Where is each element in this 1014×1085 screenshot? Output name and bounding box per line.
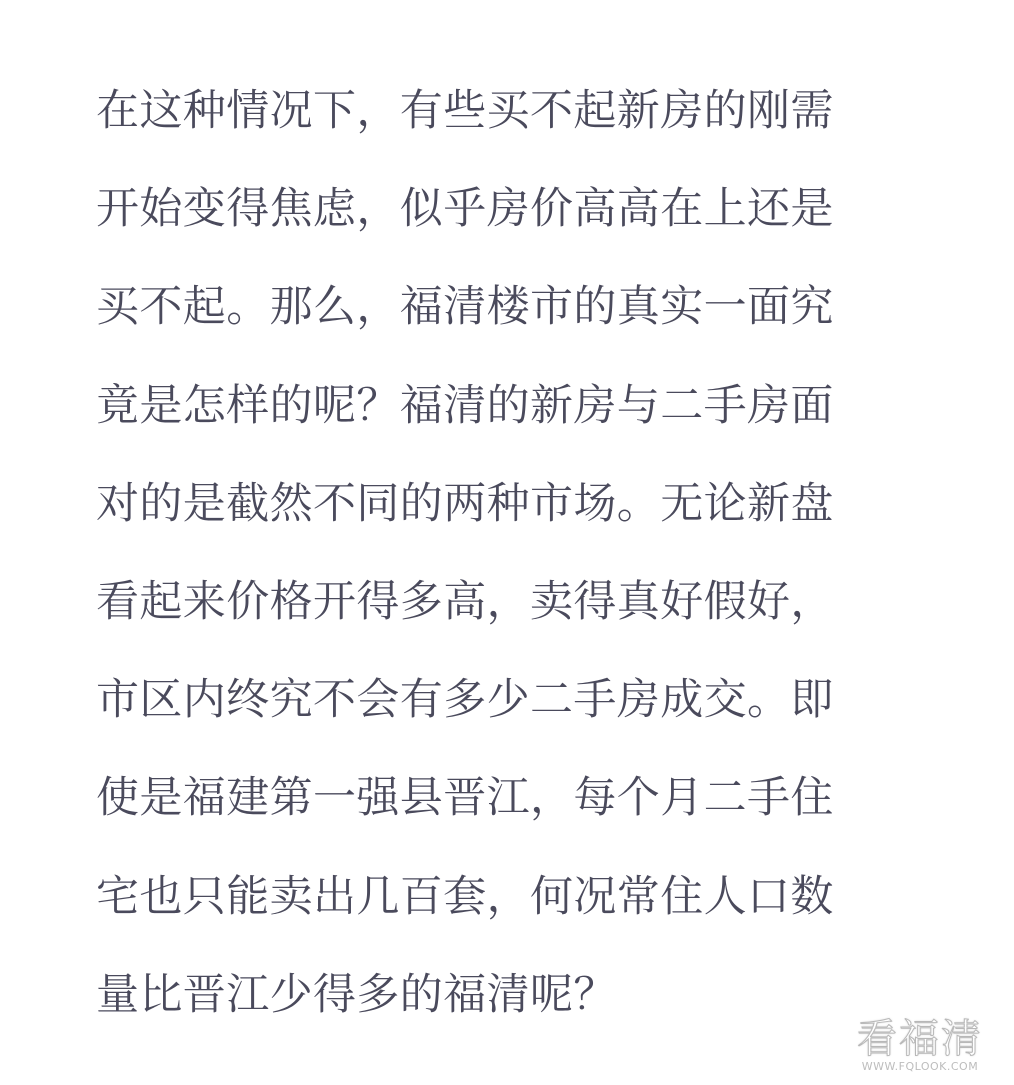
watermark <box>850 1017 990 1073</box>
paragraph-line: 看起来价格开得多高，卖得真好假好， <box>96 576 834 627</box>
paragraph-line: 对的是截然不同的两种市场。无论新盘 <box>96 478 834 529</box>
paragraph-line: 开始变得焦虑，似乎房价高高在上还是 <box>96 184 834 235</box>
paragraph-line: 市区内终究不会有多少二手房成交。即 <box>96 675 834 726</box>
watermark-url: WWW.FQLOOK.COM <box>861 1060 979 1073</box>
paragraph-line: 买不起。那么，福清楼市的真实一面究 <box>96 282 834 333</box>
paragraph-line: 在这种情况下，有些买不起新房的刚需 <box>96 86 834 136</box>
paragraph-line: 使是福建第一强县晋江，每个月二手住 <box>96 773 834 824</box>
paragraph-line: 竟是怎样的呢？福清的新房与二手房面 <box>96 380 834 431</box>
paragraph-line: 宅也只能卖出几百套，何况常住人口数 <box>96 871 834 922</box>
paragraph-line: 量比晋江少得多的福清呢？ <box>96 969 617 1020</box>
watermark-logo: 看福清 <box>857 1016 983 1062</box>
article-body <box>96 62 926 1044</box>
